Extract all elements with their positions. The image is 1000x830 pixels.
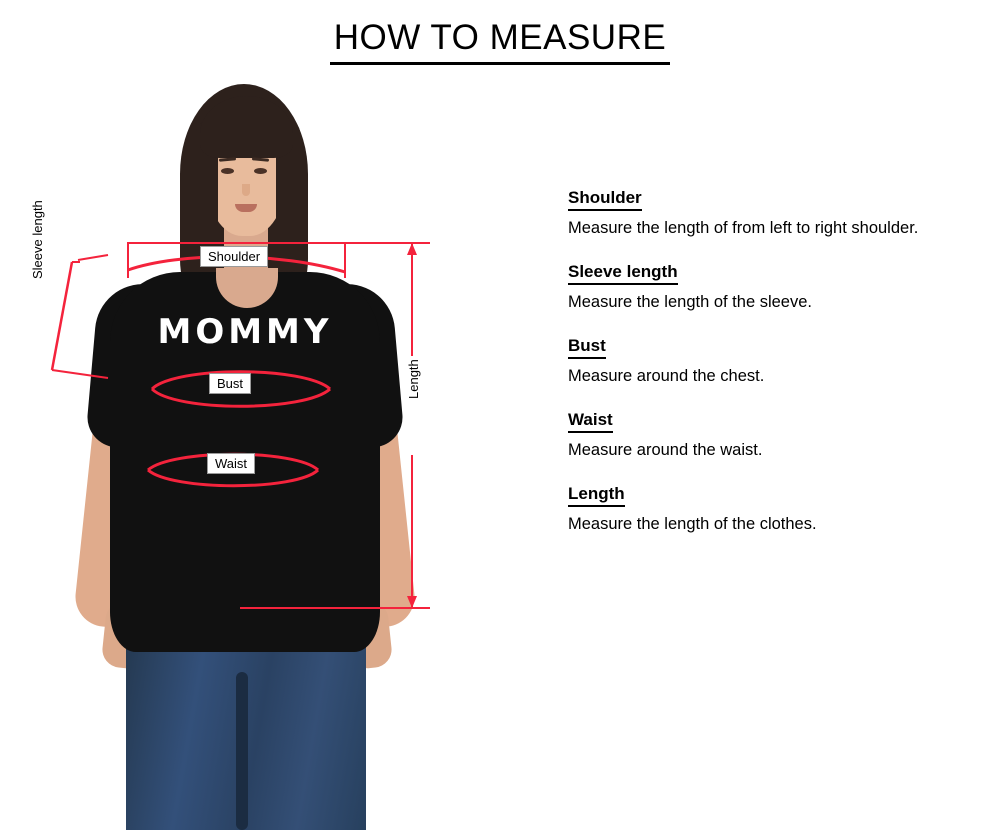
description-term: Bust bbox=[568, 336, 606, 359]
page-title bbox=[0, 18, 1000, 65]
description-term: Shoulder bbox=[568, 188, 642, 211]
description-shoulder bbox=[568, 188, 968, 240]
description-text: Measure the length of from left to right shoulder. bbox=[568, 219, 919, 237]
callout-waist: Waist bbox=[207, 453, 255, 474]
measurement-descriptions bbox=[568, 188, 968, 558]
model-illustration bbox=[30, 72, 490, 758]
description-text: Measure around the chest. bbox=[568, 367, 765, 385]
jeans-inseam bbox=[236, 672, 248, 830]
eye-right bbox=[254, 168, 267, 174]
eye-left bbox=[221, 168, 234, 174]
description-term: Waist bbox=[568, 410, 613, 433]
description-sleeve-length bbox=[568, 262, 968, 314]
tshirt-print-text: MOMMY bbox=[157, 312, 333, 352]
page-title-text: HOW TO MEASURE bbox=[330, 18, 670, 65]
description-text: Measure around the waist. bbox=[568, 441, 763, 459]
description-waist bbox=[568, 410, 968, 462]
description-text: Measure the length of the clothes. bbox=[568, 515, 817, 533]
callout-sleeve-length: Sleeve length bbox=[28, 197, 47, 282]
description-term: Sleeve length bbox=[568, 262, 678, 285]
nose bbox=[242, 184, 250, 196]
callout-length: Length bbox=[404, 356, 423, 402]
description-length bbox=[568, 484, 968, 536]
description-bust bbox=[568, 336, 968, 388]
callout-shoulder: Shoulder bbox=[200, 246, 268, 267]
description-term: Length bbox=[568, 484, 625, 507]
description-text: Measure the length of the sleeve. bbox=[568, 293, 812, 311]
callout-bust: Bust bbox=[209, 373, 251, 394]
